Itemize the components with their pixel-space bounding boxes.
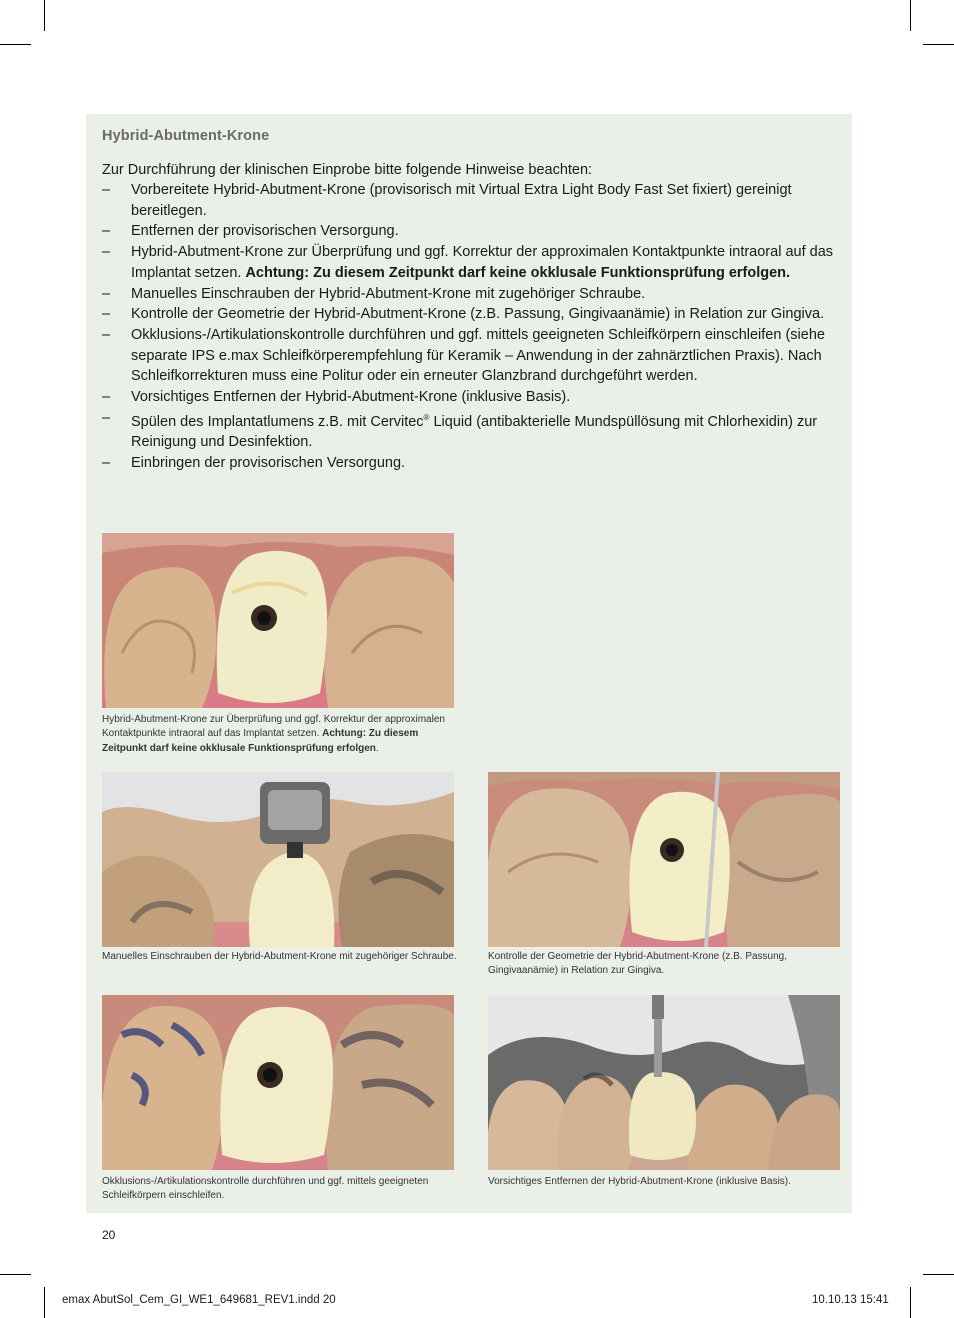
crop-mark (910, 0, 911, 31)
page-number: 20 (102, 1228, 116, 1242)
section-heading: Hybrid-Abutment-Krone (102, 128, 270, 144)
list-item (102, 284, 838, 305)
file-slug: emax AbutSol_Cem_GI_WE1_649681_REV1.indd 20 (62, 1294, 336, 1306)
list-dash: – (102, 244, 111, 261)
list-item-text: Entfernen der provisorischen Versorgung. (131, 223, 399, 240)
list-item-text: Liquid (antibakterielle Mundspüllösung mit Chlorhexidin) zur Reinigung und Desinfektion. (131, 413, 818, 451)
crop-mark (0, 1274, 31, 1275)
list-item-warning: Achtung: Zu diesem Zeitpunkt darf keine okklusale Funktionsprüfung erfolgen. (245, 264, 791, 281)
list-item (102, 453, 838, 474)
crop-mark (44, 0, 45, 31)
caption-geometry-check: Kontrolle der Geometrie der Hybrid-Abutment-Krone (z.B. Passung, Gingivaanämie) in Relation zur Gingiva. (488, 951, 788, 977)
list-dash: – (102, 326, 111, 343)
list-item (102, 221, 838, 242)
list-dash: – (102, 409, 111, 426)
photo-crown-removal (488, 995, 840, 1170)
list-item (102, 408, 838, 453)
list-item (102, 242, 838, 283)
photo-crown-placement (102, 533, 454, 708)
list-dash: – (102, 223, 111, 240)
list-item-text: Vorsichtiges Entfernen der Hybrid-Abutment-Krone (inklusive Basis). (131, 389, 571, 406)
caption-warning: Achtung: Zu diesem Zeitpunkt darf keine okklusale Funktionsprüfung erfolgen (102, 728, 419, 754)
crop-mark (0, 44, 31, 45)
list-item-text: Kontrolle der Geometrie der Hybrid-Abutment-Krone (z.B. Passung, Gingivaanämie) in Relation zur Gingiva. (131, 306, 825, 323)
caption-crown-removal: Vorsichtiges Entfernen der Hybrid-Abutment-Krone (inklusive Basis). (488, 1176, 791, 1187)
list-dash: – (102, 306, 111, 323)
instruction-list (102, 180, 838, 474)
photo-geometry-check (488, 772, 840, 947)
registered-mark: ® (423, 412, 430, 422)
list-item (102, 387, 838, 408)
caption-manual-screwing: Manuelles Einschrauben der Hybrid-Abutment-Krone mit zugehöriger Schraube. (102, 951, 457, 962)
list-item-text: Einbringen der provisorischen Versorgung. (131, 454, 406, 471)
list-item-text: Okklusions-/Artikulationskontrolle durchführen und ggf. mittels geeigneten Schleifkörpern einschleifen (siehe separate IPS e.max Schleifkörperempfehlung für Keramik – Anwendung in der zahnärztlichen Praxis). Nach Schleifkorrekturen muss eine Politur oder ein erneuter Glanzbrand durchgeführt werden. (131, 326, 825, 385)
list-dash: – (102, 454, 111, 471)
list-item-text: Vorbereitete Hybrid-Abutment-Krone (provisorisch mit Virtual Extra Light Body Fast Set fixiert) gereinigt bereitlegen. (131, 182, 792, 219)
list-dash: – (102, 285, 111, 302)
list-item (102, 325, 838, 387)
list-dash: – (102, 389, 111, 406)
crop-mark (44, 1287, 45, 1318)
list-item-text: Hybrid-Abutment-Krone zur Überprüfung und ggf. Korrektur der approximalen Kontaktpunkte intraoral auf das Implantat setzen. (131, 244, 834, 281)
list-item (102, 304, 838, 325)
list-item (102, 180, 838, 221)
crop-mark (923, 44, 954, 45)
caption-crown-placement (102, 713, 457, 756)
caption-text: Hybrid-Abutment-Krone zur Überprüfung und ggf. Korrektur der approximalen Kontaktpunkte intraoral auf das Implantat setzen. (102, 714, 445, 740)
list-item-text: Manuelles Einschrauben der Hybrid-Abutment-Krone mit zugehöriger Schraube. (131, 285, 646, 302)
caption-end: . (375, 742, 379, 754)
caption-occlusion-check: Okklusions-/Artikulationskontrolle durchführen und ggf. mittels geeigneten Schleifkörpern einschleifen. (102, 1176, 429, 1202)
crop-mark (910, 1287, 911, 1318)
date-slug: 10.10.13 15:41 (812, 1294, 889, 1306)
photo-occlusion-check (102, 995, 454, 1170)
crop-mark (923, 1274, 954, 1275)
list-item-text: Spülen des Implantatlumens z.B. mit Cervitec (131, 413, 424, 430)
photo-manual-screwing (102, 772, 454, 947)
list-dash: – (102, 182, 111, 198)
intro-text: Zur Durchführung der klinischen Einprobe bitte folgende Hinweise beachten: (102, 162, 593, 178)
